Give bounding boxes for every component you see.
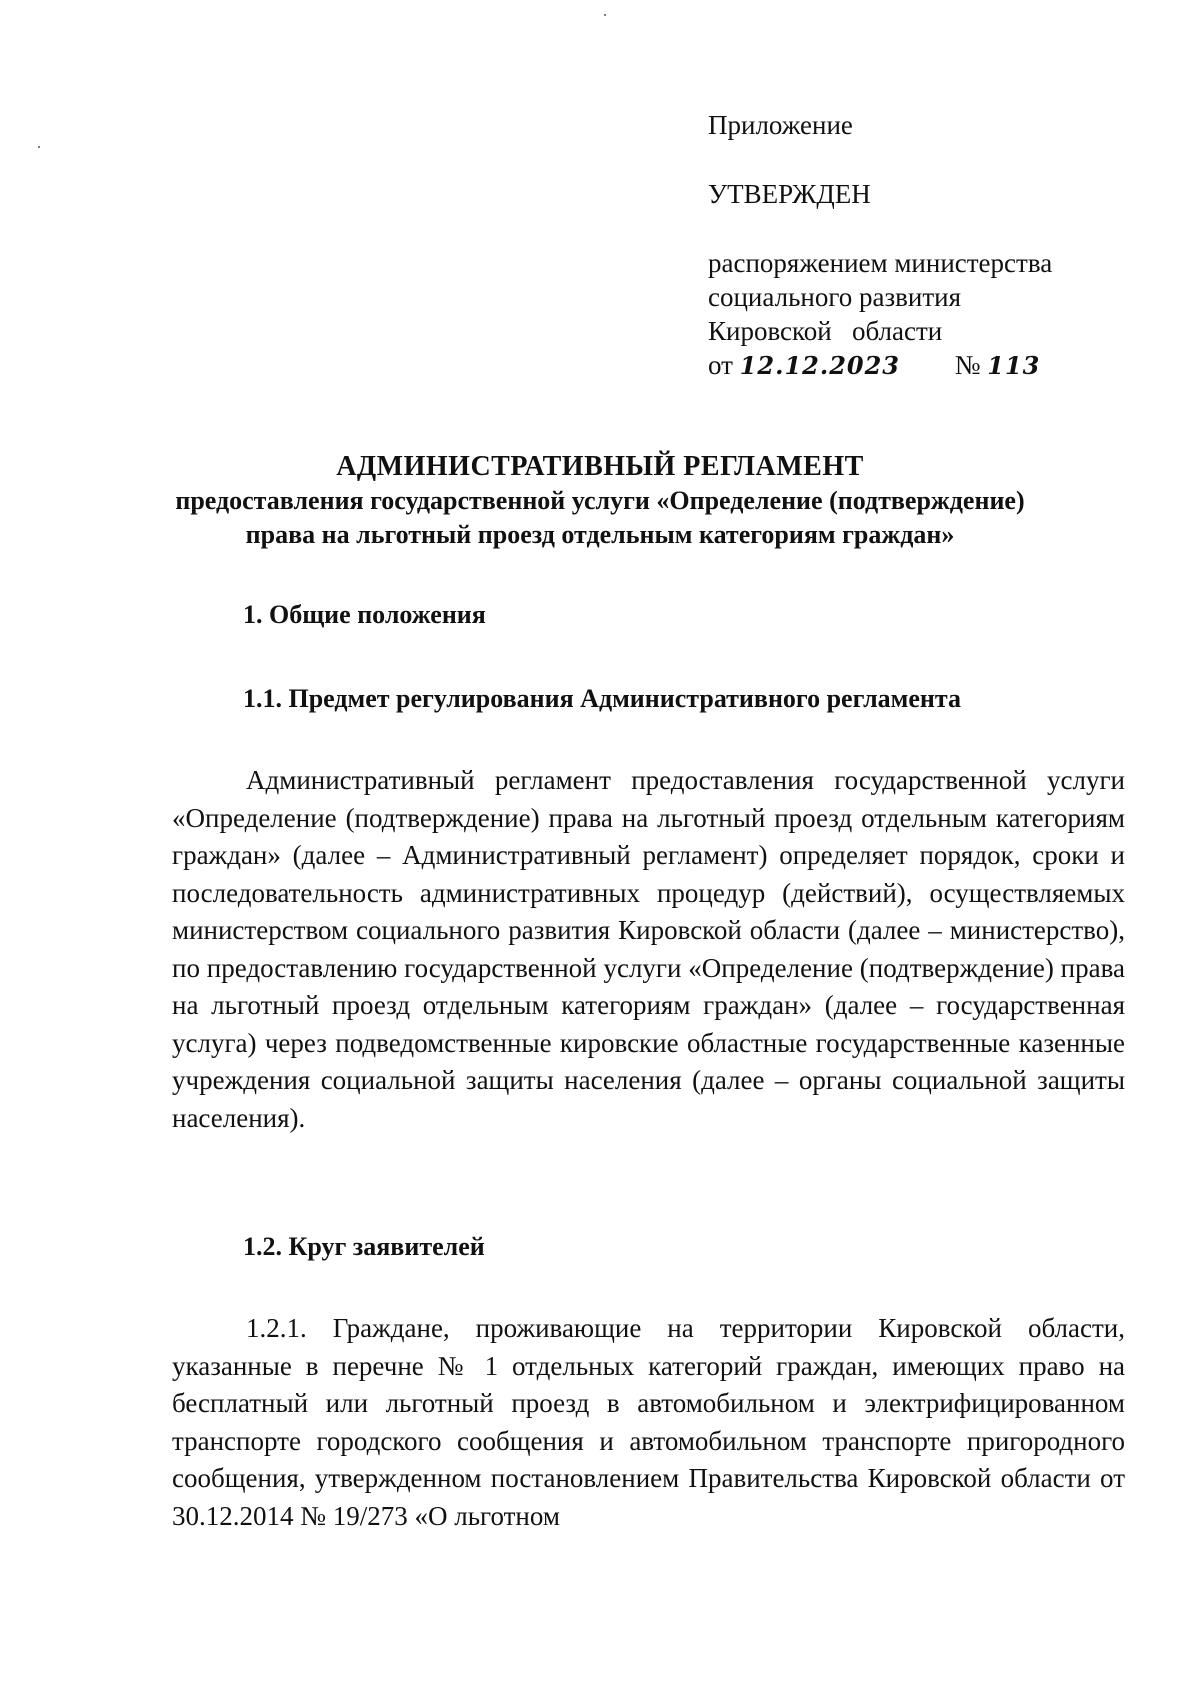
approved-label: УТВЕРЖДЕН [708,179,871,209]
section-heading-general: 1. Общие положения [243,600,486,629]
scan-speck [604,14,606,16]
date-prefix: от [708,350,733,380]
paragraph-subject: Административный регламент предоставления государственной услуги «Определение (подтверждение) права на льготный проезд отдельным категориям граждан» (далее – Административный регламент) определяет порядок, сроки и последовательность административных процедур (действий), осуществляемых министерством социального развития Кировской области (далее – министерство), по предоставлению государственной услуги «Определение (подтверждение) права на льготный проезд отдельным категориям граждан» (далее – государственная услуга) через подведомственные кировские областные государственные казенные учреждения социальной защиты населения (далее – органы социальной защиты населения). [172,765,1125,1133]
section-heading-applicants: 1.2. Круг заявителей [243,1232,485,1261]
document-title [150,450,1050,552]
number-prefix: № [954,350,981,380]
title-main: АДМИНИСТРАТИВНЫЙ РЕГЛАМЕНТ [336,451,864,482]
section-heading-subject: 1.1. Предмет регулирования Административного регламента [243,684,961,713]
handwritten-number: 113 [987,351,1041,380]
paragraph-applicants: 1.2.1. Граждане, проживающие на территории Кировской области, указанные в перечне № 1 отдельных категорий граждан, имеющих право на бесплатный или льготный проезд в автомобильном и электрифицированном транспорте городского сообщения и автомобильном транспорте пригородного сообщения, утвержденном постановлением Правительства Кировской области от 30.12.2014 № 19/273 «О льготном [172,1313,1125,1531]
appendix-label: Приложение [708,110,853,140]
approval-stamp-block [708,108,1148,383]
approved-by-line-3: Кировской области [708,316,943,346]
approved-by-line-2: социального развития [708,282,962,312]
title-sub-line-1: предоставления государственной услуги «Определение (подтверждение) [175,486,1025,515]
approved-by-line-1: распоряжением министерства [708,248,1053,278]
scan-speck [38,146,40,148]
handwritten-date: 12.12.2023 [739,351,901,380]
title-sub-line-2: права на льготный проезд отдельным категориям граждан» [245,520,955,549]
date-number-line [708,348,1148,383]
